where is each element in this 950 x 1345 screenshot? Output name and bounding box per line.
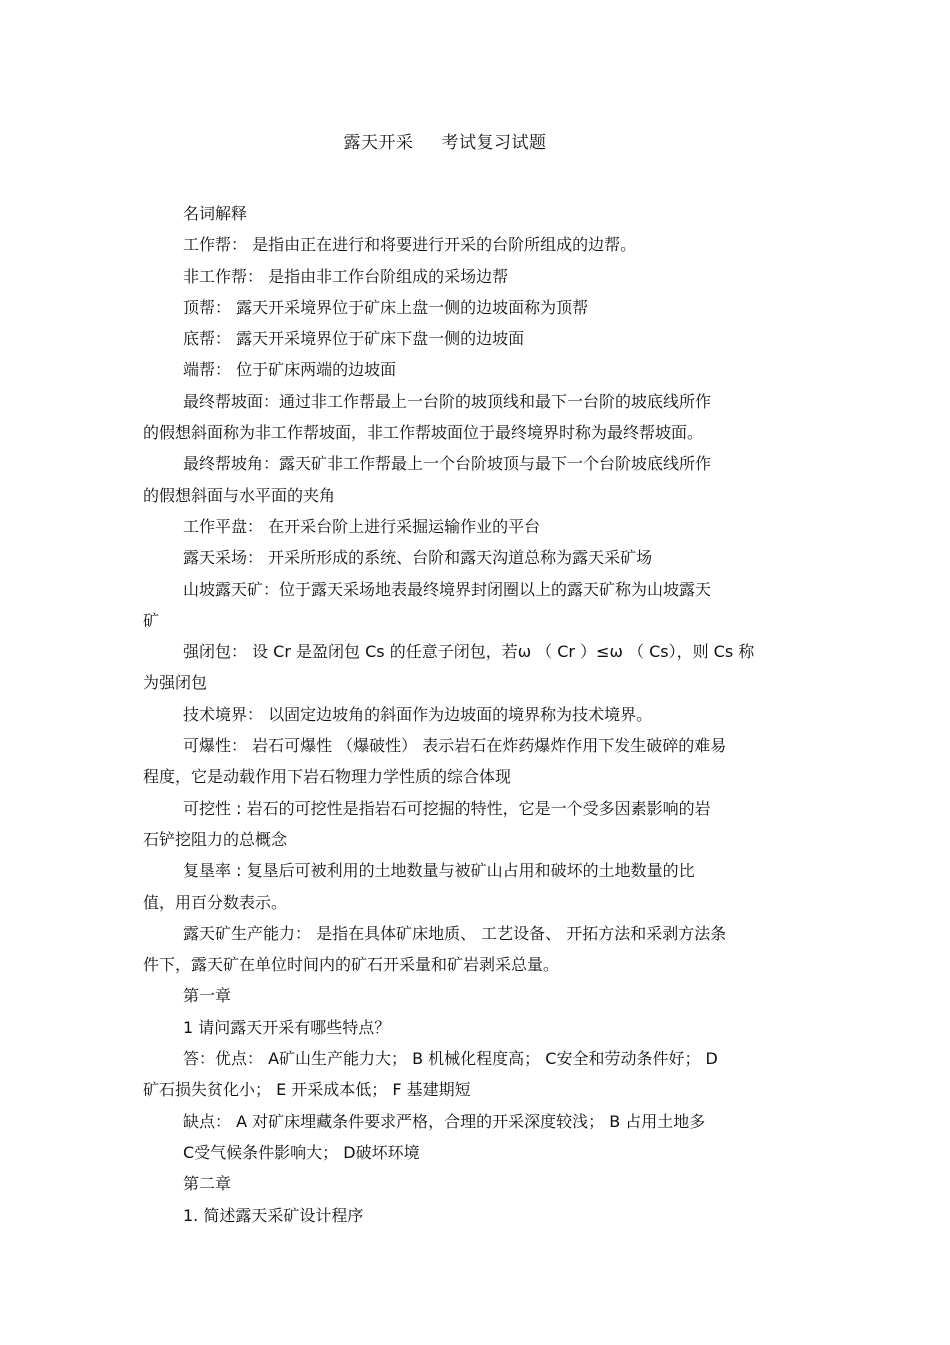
text-line: 程度，它是动载作用下岩石物理力学性质的综合体现 bbox=[143, 767, 512, 787]
text-line: 矿石损失贫化小； E 开采成本低； F 基建期短 bbox=[143, 1080, 471, 1100]
text-line: 顶帮： 露天开采境界位于矿床上盘一侧的边坡面称为顶帮 bbox=[183, 297, 589, 317]
text-line: 第二章 bbox=[183, 1174, 232, 1194]
text-line: 工作平盘： 在开采台阶上进行采掘运输作业的平台 bbox=[183, 516, 541, 536]
text-line: 非工作帮： 是指由非工作台阶组成的采场边帮 bbox=[183, 266, 509, 286]
text-line: 缺点： A 对矿床埋藏条件要求严格，合理的开采深度较浅； B 占用土地多 bbox=[183, 1111, 706, 1131]
text-line: 强闭包： 设 Cr 是盈闭包 Cs 的任意子闭包，若ω （ Cr ）≤ω （ Cs），则 Cs 称 bbox=[183, 642, 755, 662]
text-line: 最终帮坡角：露天矿非工作帮最上一个台阶坡顶与最下一个台阶坡底线所作 bbox=[183, 454, 712, 474]
text-line: 底帮： 露天开采境界位于矿床下盘一侧的边坡面 bbox=[183, 329, 525, 349]
text-line: 端帮： 位于矿床两端的边坡面 bbox=[183, 360, 397, 380]
text-line: 名词解释 bbox=[183, 204, 248, 223]
text-line: 1. 简述露天采矿设计程序 bbox=[183, 1205, 364, 1225]
document-body bbox=[143, 198, 811, 1231]
text-line: 答：优点： A矿山生产能力大； B 机械化程度高； C安全和劳动条件好； D bbox=[183, 1049, 718, 1069]
text-line: 技术境界： 以固定边坡角的斜面作为边坡面的境界称为技术境界。 bbox=[183, 704, 653, 724]
text-line: C受气候条件影响大； D破坏环境 bbox=[183, 1142, 420, 1162]
text-line: 件下，露天矿在单位时间内的矿石开采量和矿岩剥采总量。 bbox=[143, 955, 560, 975]
text-line: 最终帮坡面：通过非工作帮最上一台阶的坡顶线和最下一台阶的坡底线所作 bbox=[183, 391, 712, 411]
text-line: 的假想斜面称为非工作帮坡面，非工作帮坡面位于最终境界时称为最终帮坡面。 bbox=[143, 423, 704, 443]
text-line: 工作帮： 是指由正在进行和将要进行开采的台阶所组成的边帮。 bbox=[183, 235, 637, 255]
text-line: 的假想斜面与水平面的夹角 bbox=[143, 485, 336, 505]
text-line: 值，用百分数表示。 bbox=[143, 892, 288, 912]
text-line: 复垦率 : 复垦后可被利用的土地数量与被矿山占用和破坏的土地数量的比 bbox=[183, 861, 695, 881]
text-line: 山坡露天矿：位于露天采场地表最终境界封闭圈以上的露天矿称为山坡露天 bbox=[183, 579, 712, 599]
text-line: 可爆性： 岩石可爆性 （爆破性） 表示岩石在炸药爆炸作用下发生破碎的难易 bbox=[183, 736, 727, 756]
text-line: 1 请问露天开采有哪些特点？ bbox=[183, 1017, 391, 1037]
title-part-2: 考试复习试题 bbox=[441, 133, 547, 153]
text-line: 矿 bbox=[143, 610, 160, 630]
text-line: 可挖性 : 岩石的可挖性是指岩石可挖掘的特性，它是一个受多因素影响的岩 bbox=[183, 798, 711, 818]
text-line: 第一章 bbox=[183, 986, 232, 1006]
document-title bbox=[0, 128, 950, 153]
text-line: 为强闭包 bbox=[143, 673, 208, 693]
text-line: 露天矿生产能力： 是指在具体矿床地质、 工艺设备、 开拓方法和采剥方法条 bbox=[183, 923, 727, 943]
title-part-1: 露天开采 bbox=[343, 133, 414, 153]
text-line: 石铲挖阻力的总概念 bbox=[143, 829, 288, 849]
text-line: 露天采场： 开采所形成的系统、台阶和露天沟道总称为露天采矿场 bbox=[183, 548, 653, 568]
